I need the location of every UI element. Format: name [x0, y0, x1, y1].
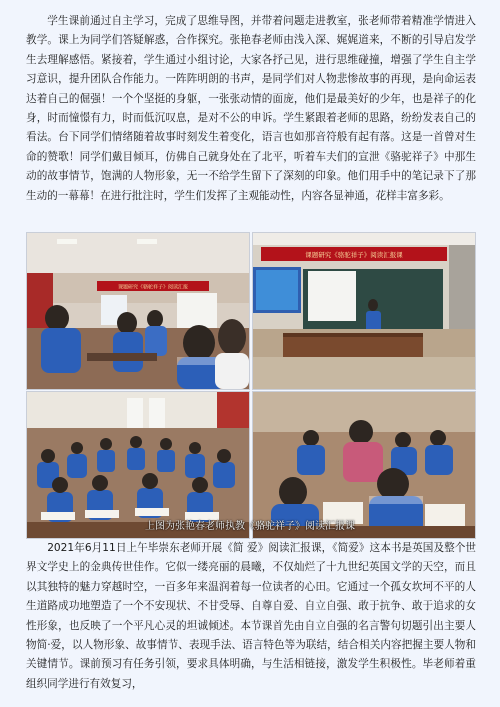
photo-caption: 上图为张艳春老师执教《骆驼祥子》阅读汇报课: [145, 521, 355, 532]
teacher-at-blackboard-photo: [252, 232, 476, 390]
classroom-banner-text: 课题研究《骆驼祥子》阅读汇报: [117, 284, 189, 291]
students-writing-photo: [26, 391, 250, 539]
stage-banner-text: 课题研究《骆驼祥子》阅读汇报课: [305, 251, 403, 259]
students-taking-notes-photo: [252, 391, 476, 539]
article-paragraph-1: 学生课前通过自主学习，完成了思维导图，并带着问题走进教室，张老师带着精准学情进入教学。课上为同学们答疑解惑，合作探究。张艳春老师由浅入深、娓娓道来，不断的引导启发学生去理解感悟。紧接着，学生通过小组讨论，大家各抒己见，进行思维碰撞，增强了学生自主学习意识，提升团队合作能力。一阵阵明朗的书声，是同学们对人物悲惨故事的再现，是向命运表达着自己的倔强！一个个坚挺的身躯，一张张动情的面庞，他们是最美好的少年，也是祥子的化身，时而憧憬有力，时而低沉叹息，是对不公的申诉。学生紧跟着老师的思路，纷纷发表自己的看法。台下同学们情绪随着故事时刻发生着变化，语言也如那音符般有起有落。这是一首曾对生命的赞歌！同学们戴目倾耳，仿佛自己就身处在了北平，听着车夫们的宣泄《骆驼祥子》中那生动的故事情节，饱满的人物形象，无一不给学生留下了深刻的印象。他们用手中的笔记录下了那生动的一幕幕！在进行批注时，学生们发挥了主观能动性，内容各显神通，花样丰富多彩。: [26, 15, 476, 202]
classroom-photo-front-view: [26, 232, 250, 390]
article-paragraph-2: 2021年6月11日上午毕崇东老师开展《简 爱》阅读汇报课，《简爱》这本书是英国及整个世界文学史上的金典传世佳作。它似一缕亮丽的晨曦，不仅灿烂了十九世纪英国文学的天空，而且以其独特的魅力穿越时空，一百多年来温润着每一位读者的心田。它通过一个孤女坎坷不平的人生道路成功地塑造了一个不安现状、不甘受辱、自尊自爱、自立自强、敢于抗争、敢于追求的女性形象，也反映了一个平凡心灵的坦诚倾述。本节课首先由自立自强的名言警句切题引出主要人物简·爱，以人物形象、故事情节、表现手法、语言特色等为联结，结合相关内容把握主要人物和关键情节。课前预习有任务引领，要求具体明确，与生活相链接，激发学生积极性。毕老师着重组织同学进行有效复习，: [26, 542, 476, 690]
